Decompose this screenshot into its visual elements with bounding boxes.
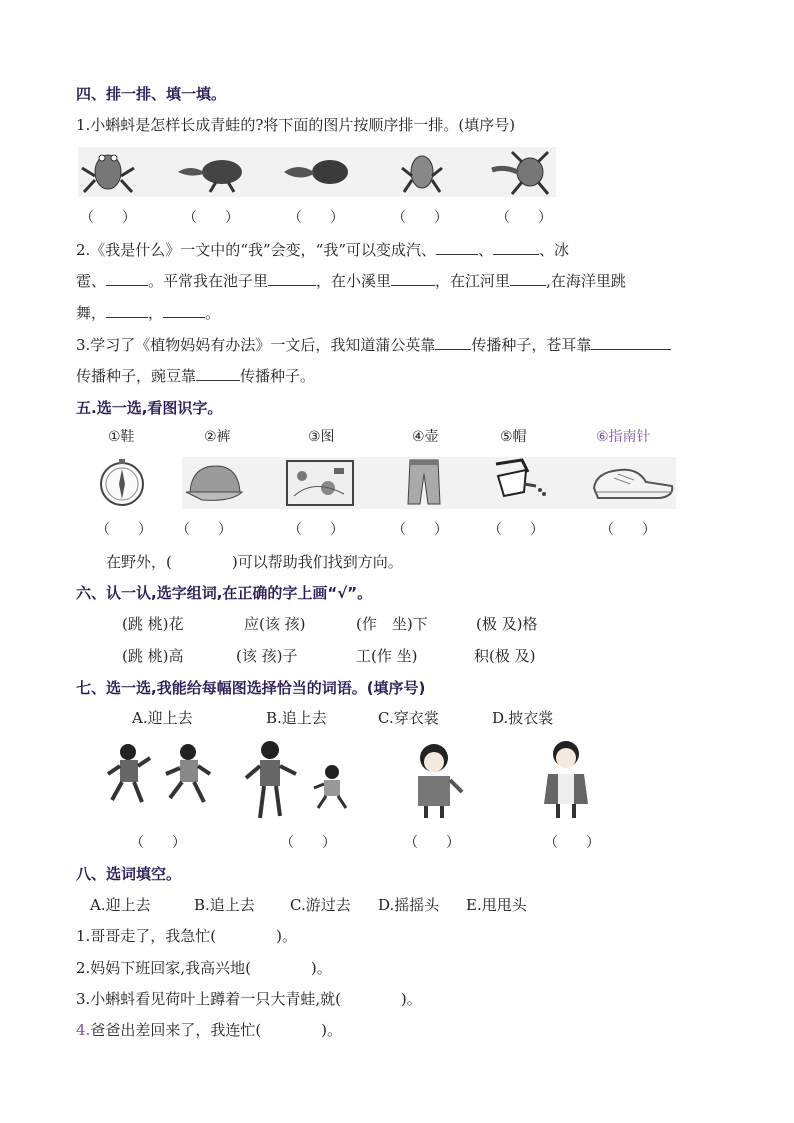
q4-3-text: 传播种子，豌豆靠	[76, 367, 197, 385]
section-5-title: 五.选一选,看图识字。	[76, 399, 223, 417]
item-label: ①鞋	[108, 429, 135, 445]
answer-blank[interactable]: （ ）	[544, 835, 600, 851]
q4-3-text: 3.学习了《植物妈妈有办法》一文后，我知道蒲公英靠	[76, 336, 436, 354]
q4-2-text: ，在小溪里	[316, 272, 392, 290]
fill-blank[interactable]	[391, 271, 435, 286]
fill-blank[interactable]	[591, 335, 671, 350]
q4-2-text: ,在海洋里跳	[546, 272, 626, 290]
girl-dressing-image	[404, 740, 466, 820]
fill-blank[interactable]	[196, 366, 240, 381]
answer-blank[interactable]: （ ）	[130, 835, 186, 851]
section-7-title: 七、选一选,我能给每幅图选择恰当的词语。(填序号)	[76, 679, 426, 697]
q4-2-text: ，	[148, 304, 164, 322]
answer-blank[interactable]: （ ）	[288, 210, 344, 226]
section-8-title: 八、选词填空。	[76, 865, 182, 883]
item-label: ⑥指南针	[596, 429, 651, 445]
answer-blank[interactable]: （ ）	[288, 522, 344, 538]
q4-2-text: 。平常我在池子里	[148, 272, 269, 290]
s8-q3: 3.小蝌蚪看见荷叶上蹲着一只大青蛙,就( )。	[76, 990, 422, 1008]
option-label: C.穿衣裳	[378, 709, 439, 727]
fill-blank[interactable]	[268, 271, 316, 286]
word-choice[interactable]: 积(极 及)	[474, 647, 536, 665]
s8-q2: 2.妈妈下班回家,我高兴地( )。	[76, 959, 332, 977]
q4-3-text: 传播种子。	[240, 367, 316, 385]
answer-blank[interactable]: （ ）	[96, 522, 152, 538]
fill-blank[interactable]	[510, 271, 546, 286]
q4-2-line-2	[76, 270, 626, 291]
cap-image	[182, 458, 244, 508]
fill-blank[interactable]	[493, 240, 539, 255]
item-label: ③图	[308, 429, 335, 445]
word-choice[interactable]: (跳 桃)花	[122, 615, 184, 633]
word-choice[interactable]: (该 孩)子	[236, 647, 298, 665]
word-choice[interactable]: 应(该 孩)	[244, 615, 306, 633]
froglet-with-tail-image	[490, 146, 556, 198]
q4-2-line-1	[76, 239, 569, 260]
young-frog-image	[402, 146, 442, 198]
fill-blank[interactable]	[435, 335, 471, 350]
answer-blank[interactable]: （ ）	[183, 210, 239, 226]
answer-blank[interactable]: （ ）	[496, 210, 552, 226]
word-choice[interactable]: (跳 桃)高	[122, 647, 184, 665]
trousers-image	[404, 456, 444, 508]
s5-sentence: 在野外，( )可以帮助我们找到方向。	[106, 553, 403, 571]
s8-q1: 1.哥哥走了，我急忙( )。	[76, 927, 298, 945]
option-label: A.迎上去	[90, 896, 151, 914]
boys-chasing-image	[104, 738, 220, 818]
q4-2-line-3	[76, 302, 220, 323]
item-label: ⑤帽	[500, 429, 527, 445]
option-label: B.追上去	[194, 896, 255, 914]
section-4-title: 四、排一排、填一填。	[76, 85, 227, 103]
q4-2-text: 舞，	[76, 304, 107, 322]
q4-3-line-2	[76, 365, 315, 386]
q4-3-text: 传播种子，苍耳靠	[471, 336, 592, 354]
answer-blank[interactable]: （ ）	[392, 210, 448, 226]
mother-child-image	[238, 738, 356, 822]
option-label: B.追上去	[266, 709, 327, 727]
q4-2-text: ，在江河里	[435, 272, 511, 290]
q4-3-line-1	[76, 334, 671, 355]
fill-blank[interactable]	[436, 240, 478, 255]
tadpole-with-legs-image	[176, 150, 246, 194]
q4-2-text: 、冰	[539, 241, 570, 259]
frog-image	[80, 146, 136, 198]
word-choice[interactable]: (作 坐)下	[356, 615, 428, 633]
boy-jacket-image	[540, 738, 594, 822]
q4-text: 爸爸出差回来了，我连忙( )。	[90, 1021, 343, 1039]
answer-blank[interactable]: （ ）	[488, 522, 544, 538]
answer-blank[interactable]: （ ）	[392, 522, 448, 538]
word-choice[interactable]: 工(作 坐)	[356, 647, 418, 665]
section-6-title: 六、认一认,选字组词,在正确的字上画“√”。	[76, 584, 373, 602]
option-label: D.摇摇头	[378, 896, 440, 914]
q4-2-text: 2.《我是什么》一文中的“我”会变，“我”可以变成汽、	[76, 241, 436, 259]
fill-blank[interactable]	[106, 303, 148, 318]
q4-2-text: 。	[205, 304, 221, 322]
option-label: A.迎上去	[132, 709, 193, 727]
s8-q4	[76, 1019, 342, 1040]
item-label: ②裤	[204, 429, 231, 445]
answer-blank[interactable]: （ ）	[404, 835, 460, 851]
compass-image	[96, 456, 148, 508]
kettle-image	[490, 456, 548, 508]
answer-blank[interactable]: （ ）	[600, 522, 656, 538]
answer-blank[interactable]: （ ）	[280, 835, 336, 851]
shoes-image	[590, 458, 676, 506]
answer-blank[interactable]: （ ）	[176, 522, 232, 538]
fill-blank[interactable]	[163, 303, 205, 318]
option-label: D.披衣裳	[492, 709, 554, 727]
option-label: E.甩甩头	[466, 896, 527, 914]
separator: 、	[478, 241, 494, 259]
q4-number: 4.	[76, 1021, 91, 1039]
item-label: ④壶	[412, 429, 439, 445]
q4-1-text: 1.小蝌蚪是怎样长成青蛙的?将下面的图片按顺序排一排。(填序号)	[76, 116, 516, 134]
fill-blank[interactable]	[106, 271, 148, 286]
word-choice[interactable]: (极 及)格	[476, 615, 538, 633]
option-label: C.游过去	[290, 896, 351, 914]
answer-blank[interactable]: （ ）	[80, 210, 136, 226]
tadpole-image	[282, 152, 352, 192]
q4-2-text: 雹、	[76, 272, 107, 290]
map-image	[284, 458, 356, 508]
